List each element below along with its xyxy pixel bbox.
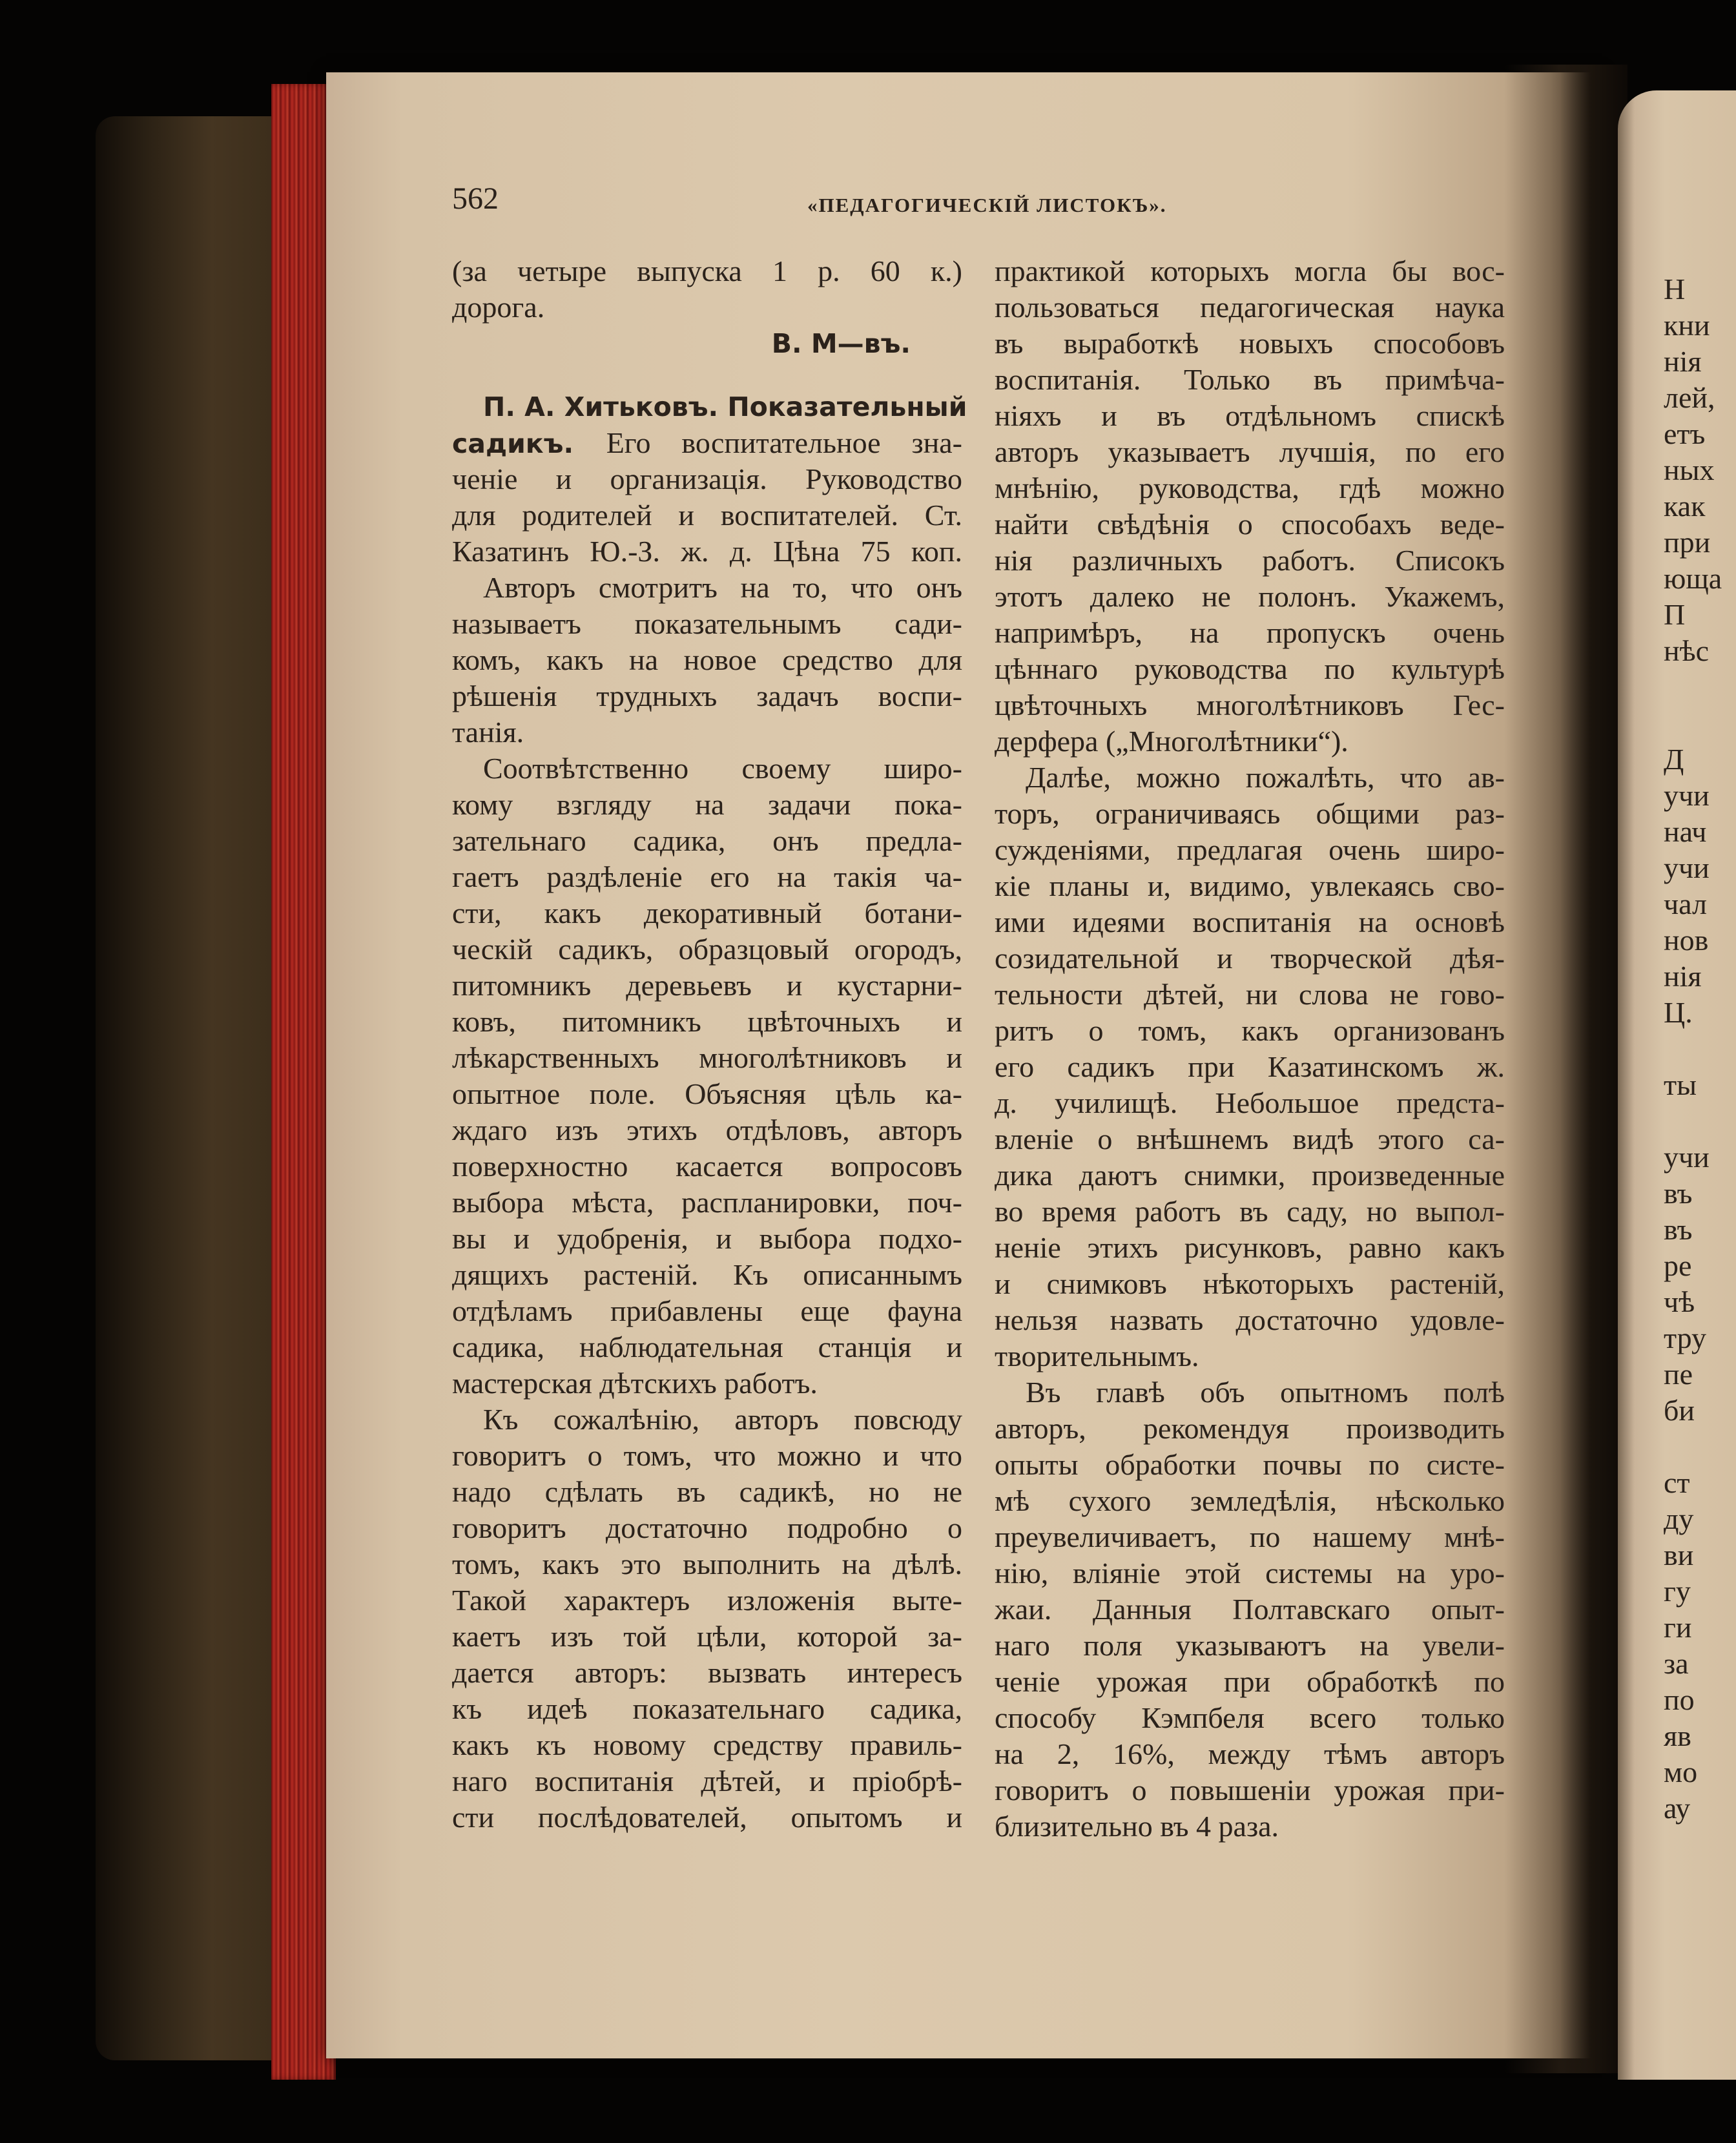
text-line: во время работъ въ саду, но выпол- <box>995 1195 1505 1228</box>
text-line: Къ сожалѣнію, авторъ повсюду <box>483 1403 962 1436</box>
facing-page-fragment: как <box>1664 490 1706 523</box>
text-line: нію, вліяніе этой системы на уро- <box>995 1557 1505 1589</box>
facing-page-fragment: нѣс <box>1664 634 1710 667</box>
text-line: Соотвѣтственно своему широ- <box>483 752 962 785</box>
text-line: опыты обработки почвы по систе- <box>995 1448 1505 1481</box>
text-line: созидательной и творческой дѣя- <box>995 942 1505 975</box>
page-number: 562 <box>452 181 499 216</box>
text-line: ческій садикъ, образцовый огородъ, <box>452 933 962 966</box>
text-line: говоритъ достаточно подробно о <box>452 1511 962 1544</box>
text-line: преувеличиваетъ, по нашему мнѣ- <box>995 1520 1505 1553</box>
text-line: и снимковъ нѣкоторыхъ растеній, <box>995 1267 1505 1300</box>
text-line: мастерская дѣтскихъ работъ. <box>452 1367 818 1400</box>
facing-page-fragment: Д <box>1664 743 1684 776</box>
text-line: вленіе о внѣшнемъ видѣ этого са- <box>995 1123 1505 1155</box>
text-line: цвѣточныхъ многолѣтниковъ Гес- <box>995 688 1505 721</box>
paragraph-gap <box>452 362 962 389</box>
facing-page-fragment: въ <box>1664 1177 1693 1210</box>
text-line: садикъ. Его воспитательное зна- <box>452 426 962 459</box>
facing-page-fragment: ты <box>1664 1068 1697 1101</box>
text-line: зательнаго садика, онъ предла- <box>452 824 962 857</box>
facing-page-fragment: лей, <box>1664 381 1715 414</box>
facing-page-fragment: ду <box>1664 1502 1694 1535</box>
text-line: Далѣе, можно пожалѣть, что ав- <box>1026 761 1505 794</box>
facing-page-fragment <box>1664 705 1736 741</box>
text-line: найти свѣдѣнія о способахъ веде- <box>995 508 1505 541</box>
facing-page-fragment: Н <box>1664 273 1686 305</box>
text-line: нельзя назвать достаточно удовле- <box>995 1303 1505 1336</box>
text-line: Авторъ смотритъ на то, что онъ <box>483 571 962 604</box>
text-line: практикой которыхъ могла бы вос- <box>995 254 1505 287</box>
text-line: дорога. <box>452 291 545 324</box>
text-line: Такой характеръ изложенія выте- <box>452 1584 962 1617</box>
facing-page-fragment: ст <box>1664 1466 1690 1499</box>
text-line: творительнымъ. <box>995 1340 1199 1372</box>
text-line: каетъ изъ той цѣли, которой за- <box>452 1620 962 1653</box>
text-line: ритъ о томъ, какъ организованъ <box>995 1014 1505 1047</box>
facing-page-fragment: П <box>1664 598 1686 631</box>
facing-page-fragment: при <box>1664 526 1711 559</box>
text-line: Въ главѣ объ опытномъ полѣ <box>1026 1376 1505 1409</box>
text-line: Казатинъ Ю.-З. ж. д. Цѣна 75 коп. <box>452 535 962 568</box>
facing-page-fragment: чал <box>1664 887 1707 920</box>
text-line: (за четыре выпуска 1 р. 60 к.) <box>452 254 962 287</box>
text-line: говоритъ о томъ, что можно и что <box>452 1439 962 1472</box>
text-line: сужденіями, предлагая очень широ- <box>995 833 1505 866</box>
facing-page-fragment: ре <box>1664 1249 1692 1282</box>
facing-page-fragment <box>1664 1429 1736 1465</box>
facing-page-fragment: ау <box>1664 1792 1691 1825</box>
text-line: жаи. Данныя Полтавскаго опыт- <box>995 1593 1505 1626</box>
facing-page-fragment: пе <box>1664 1358 1693 1391</box>
facing-page-text-fragments <box>1664 271 1736 1827</box>
facing-page-fragment: тру <box>1664 1321 1707 1354</box>
facing-page-fragment: нія <box>1664 960 1702 993</box>
facing-page-fragment <box>1664 669 1736 705</box>
text-line: кому взгляду на задачи пока- <box>452 788 962 821</box>
text-line: близительно въ 4 раза. <box>995 1810 1279 1843</box>
text-line: пользоваться педагогическая наука <box>995 291 1505 324</box>
text-line: наго поля указываютъ на увели- <box>995 1629 1505 1662</box>
facing-page-fragment: учи <box>1664 779 1710 812</box>
text-line: дается авторъ: вызвать интересъ <box>452 1656 962 1689</box>
facing-page-fragment <box>1664 1103 1736 1139</box>
facing-page-fragment: учи <box>1664 851 1710 884</box>
text-line: д. училищѣ. Небольшое предста- <box>995 1086 1505 1119</box>
text-line: гаетъ раздѣленіе его на такія ча- <box>452 860 962 893</box>
text-line: вы и удобренія, и выбора подхо- <box>452 1222 962 1255</box>
text-line: на 2, 16%, между тѣмъ авторъ <box>995 1737 1505 1770</box>
text-line: сти, какъ декоративный ботани- <box>452 896 962 929</box>
text-line: танія. <box>452 716 524 749</box>
text-line: къ идеѣ показательнаго садика, <box>452 1692 962 1725</box>
text-line: садика, наблюдательная станція и <box>452 1330 962 1363</box>
facing-page-fragment <box>1664 1031 1736 1067</box>
text-line: для родителей и воспитателей. Ст. <box>452 499 962 532</box>
facing-page-fragment: ных <box>1664 453 1715 486</box>
text-line: дика даютъ снимки, произведенные <box>995 1159 1505 1192</box>
text-line: воспитанія. Только въ примѣча- <box>995 363 1505 396</box>
text-line: ковъ, питомникъ цвѣточныхъ и <box>452 1005 962 1038</box>
facing-page-fragment: ви <box>1664 1538 1694 1571</box>
text-line: способу Кэмпбеля всего только <box>995 1701 1505 1734</box>
text-line: ченіе урожая при обработкѣ по <box>995 1665 1505 1698</box>
text-line: ждаго изъ этихъ отдѣловъ, авторъ <box>452 1113 962 1146</box>
facing-page-fragment: етъ <box>1664 417 1706 450</box>
text-line: авторъ, рекомендуя производить <box>995 1412 1505 1445</box>
text-line: напримѣръ, на пропускъ очень <box>995 616 1505 649</box>
facing-page-fragment: Ц. <box>1664 996 1693 1029</box>
text-line: авторъ указываетъ лучшія, по его <box>995 435 1505 468</box>
text-line: отдѣламъ прибавлены еще фауна <box>452 1294 962 1327</box>
text-line: комъ, какъ на новое средство для <box>452 643 962 676</box>
running-title: «ПЕДАГОГИЧЕСКІЙ ЛИСТОКЪ». <box>807 194 1167 216</box>
signature: В. М—въ. <box>771 328 911 359</box>
facing-page-fragment: мо <box>1664 1755 1698 1788</box>
text-line: кіе планы и, видимо, увлекаясь сво- <box>995 869 1505 902</box>
right-text-column <box>995 253 1505 1845</box>
text-line: тельности дѣтей, ни слова не гово- <box>995 978 1505 1011</box>
facing-page-fragment: чѣ <box>1664 1285 1695 1318</box>
text-line: ніяхъ и въ отдѣльномъ спискѣ <box>995 399 1505 432</box>
text-line: сти послѣдователей, опытомъ и <box>452 1801 962 1834</box>
facing-page-fragment: по <box>1664 1683 1695 1716</box>
book-cover-edge <box>96 116 289 2060</box>
text-line: этотъ далеко не полонъ. Укажемъ, <box>995 580 1505 613</box>
text-line: какъ къ новому средству правиль- <box>452 1728 962 1761</box>
facing-page-fragment: нія <box>1664 345 1702 378</box>
facing-page-fragment: за <box>1664 1647 1689 1680</box>
text-line: томъ, какъ это выполнить на дѣлѣ. <box>452 1548 962 1580</box>
facing-page-fragment: юща <box>1664 562 1722 595</box>
review-title: П. А. Хитьковъ. Показательный <box>483 391 967 422</box>
text-line: поверхностно касается вопросовъ <box>452 1150 962 1183</box>
text-line: питомникъ деревьевъ и кустарни- <box>452 969 962 1002</box>
facing-page-fragment: кни <box>1664 309 1710 342</box>
text-line: дящихъ растеній. Къ описаннымъ <box>452 1258 962 1291</box>
left-text-column <box>452 253 967 1836</box>
facing-page-fragment: учи <box>1664 1141 1710 1174</box>
text-line: нія различныхъ работъ. Списокъ <box>995 544 1505 577</box>
text-line: цѣннаго руководства по культурѣ <box>995 652 1505 685</box>
text-line: мнѣнію, руководства, гдѣ можно <box>995 471 1505 504</box>
text-line: опытное поле. Объясняя цѣль ка- <box>452 1077 962 1110</box>
facing-page-fragment: въ <box>1664 1213 1693 1246</box>
facing-page-fragment: гу <box>1664 1575 1691 1608</box>
text-line: ченіе и организація. Руководство <box>452 462 962 495</box>
text-line: говоритъ о повышеніи урожая при- <box>995 1774 1505 1807</box>
text-line: мѣ сухого земледѣлія, нѣсколько <box>995 1484 1505 1517</box>
facing-page-fragment: нач <box>1664 815 1707 848</box>
text-line: его садикъ при Казатинскомъ ж. <box>995 1050 1505 1083</box>
facing-page-fragment: яв <box>1664 1719 1691 1752</box>
book-gutter <box>1505 65 1628 2073</box>
facing-page-fragment: ги <box>1664 1611 1692 1644</box>
text-line: выбора мѣста, распланировки, поч- <box>452 1186 962 1219</box>
text-line: дерфера („Многолѣтники“). <box>995 725 1348 758</box>
facing-page-fragment: би <box>1664 1394 1695 1427</box>
text-line: наго воспитанія дѣтей, и пріобрѣ- <box>452 1765 962 1797</box>
text-line: надо сдѣлать въ садикѣ, но не <box>452 1475 962 1508</box>
text-line: неніе этихъ рисунковъ, равно какъ <box>995 1231 1505 1264</box>
text-line: рѣшенія трудныхъ задачъ воспи- <box>452 679 962 712</box>
text-line: въ выработкѣ новыхъ способовъ <box>995 327 1505 360</box>
text-line: торъ, ограничиваясь общими раз- <box>995 797 1505 830</box>
facing-page-fragment: нов <box>1664 924 1709 957</box>
text-line: ими идеями воспитанія на основѣ <box>995 906 1505 938</box>
text-line: называетъ показательнымъ сади- <box>452 607 962 640</box>
text-line: лѣкарственныхъ многолѣтниковъ и <box>452 1041 962 1074</box>
